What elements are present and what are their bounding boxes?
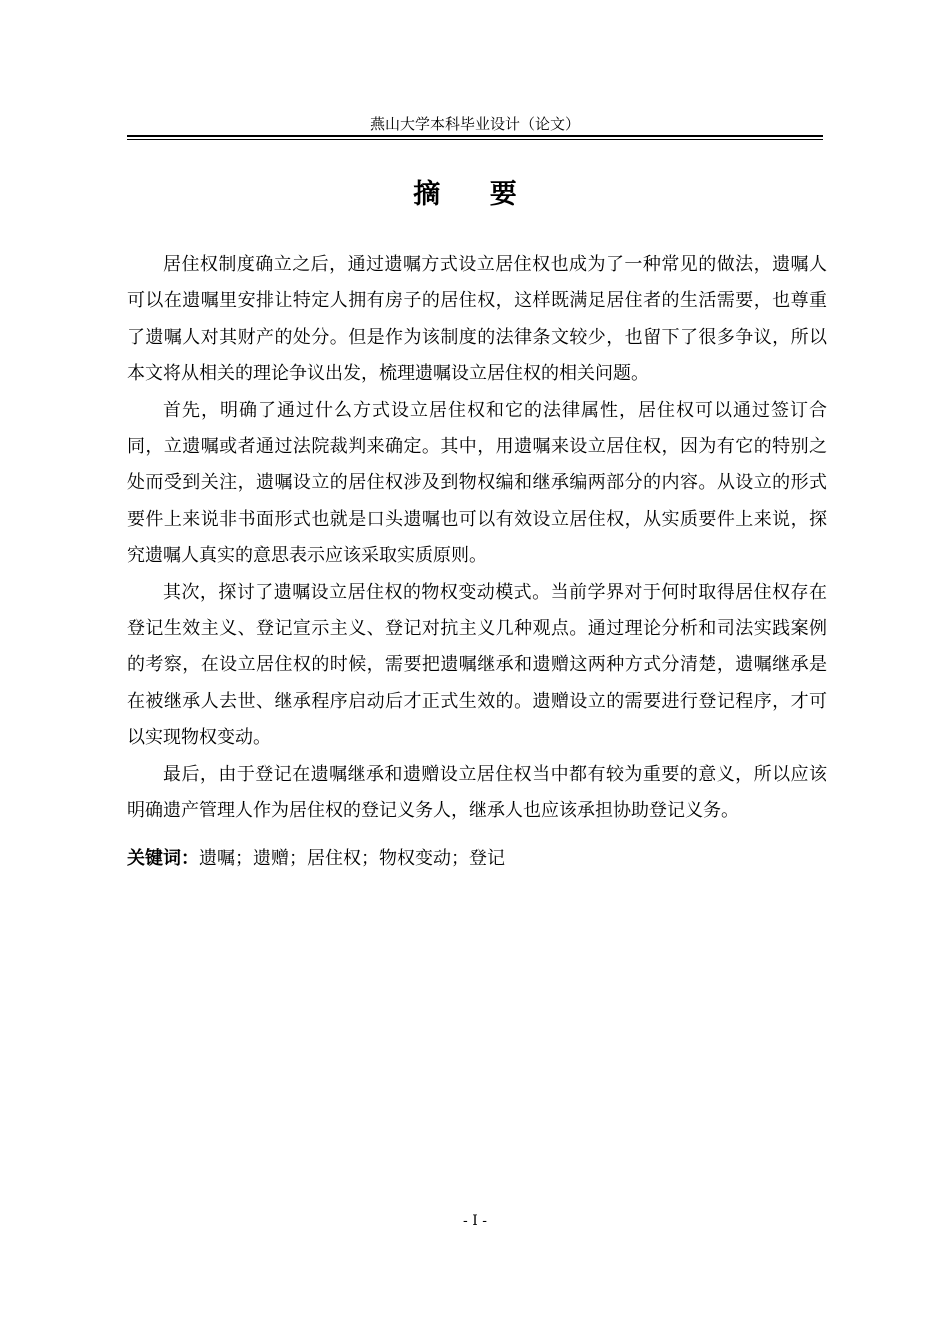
abstract-paragraph: 首先，明确了通过什么方式设立居住权和它的法律属性，居住权可以通过签订合同，立遗嘱或者通过法院裁判来确定。其中，用遗嘱来设立居住权，因为有它的特别之处而受到关注，遗嘱设立的居住权涉及到物权编和继承编两部分的内容。从设立的形式要件上来说非书面形式也就是口头遗嘱也可以有效设立居住权，从实质要件上来说，探究遗嘱人真实的意思表示应该采取实质原则。 <box>127 399 827 567</box>
abstract-paragraph: 居住权制度确立之后，通过遗嘱方式设立居住权也成为了一种常见的做法，遗嘱人可以在遗嘱里安排让特定人拥有房子的居住权，这样既满足居住者的生活需要，也尊重了遗嘱人对其财产的处分。但是作为该制度的法律条文较少，也留下了很多争议，所以本文将从相关的理论争议出发，梳理遗嘱设立居住权的相关问题。 <box>127 254 827 385</box>
keywords-label: 关键词： <box>127 848 199 869</box>
abstract-body <box>127 247 827 830</box>
header-rule-thick <box>127 135 823 137</box>
keywords-line <box>127 846 823 872</box>
header-rule-thin <box>127 139 823 140</box>
abstract-title: 摘 要 <box>413 179 537 210</box>
abstract-paragraph: 最后，由于登记在遗嘱继承和遗赠设立居住权当中都有较为重要的意义，所以应该明确遗产管理人作为居住权的登记义务人，继承人也应该承担协助登记义务。 <box>127 763 827 822</box>
keywords-list: 遗嘱；遗赠；居住权；物权变动；登记 <box>199 848 505 869</box>
page-number: - I - <box>463 1213 487 1229</box>
abstract-paragraph: 其次，探讨了遗嘱设立居住权的物权变动模式。当前学界对于何时取得居住权存在登记生效主义、登记宣示主义、登记对抗主义几种观点。通过理论分析和司法实践案例的考察，在设立居住权的时候，需要把遗嘱继承和遗赠这两种方式分清楚，遗嘱继承是在被继承人去世、继承程序启动后才正式生效的。遗赠设立的需要进行登记程序，才可以实现物权变动。 <box>127 581 827 749</box>
running-header: 燕山大学本科毕业设计（论文） <box>369 115 580 133</box>
